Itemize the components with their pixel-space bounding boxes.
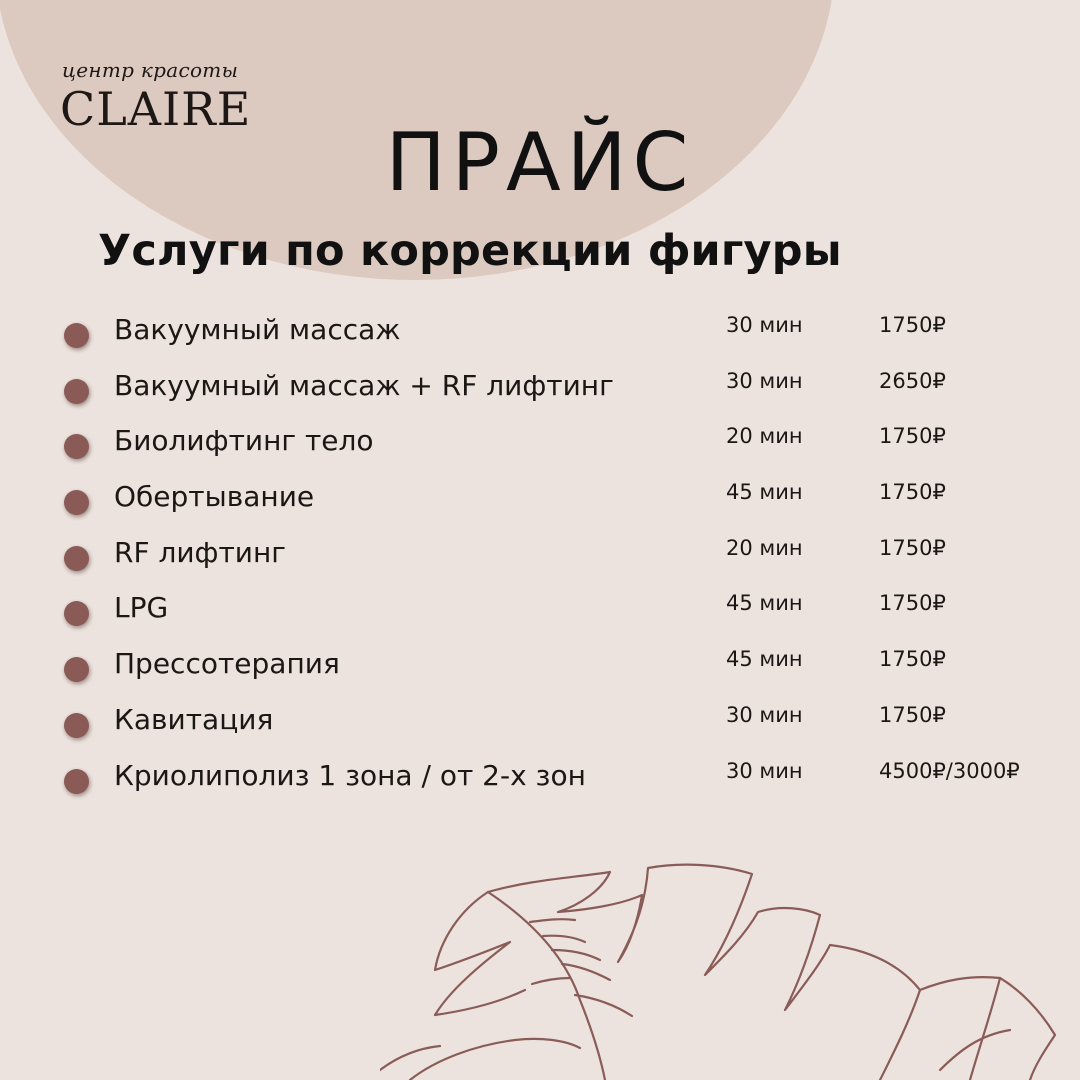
- bullet-icon: [64, 434, 89, 459]
- service-row: [64, 472, 1064, 528]
- section-title: Услуги по коррекции фигуры: [98, 226, 842, 276]
- service-price: 4500₽/3000₽: [879, 758, 1020, 783]
- service-price: 1750₽: [879, 535, 946, 560]
- service-row: [64, 583, 1064, 639]
- brand-name: CLAIRE: [60, 82, 252, 136]
- service-price: 1750₽: [879, 702, 946, 727]
- service-name: RF лифтинг: [114, 535, 287, 569]
- service-duration: 45 мин: [726, 480, 803, 505]
- monstera-leaf-icon: [380, 850, 1080, 1080]
- service-name: Вакуумный массаж + RF лифтинг: [114, 368, 614, 402]
- bullet-icon: [64, 769, 89, 794]
- brand-subtitle: центр красоты: [62, 58, 239, 82]
- service-name: Прессотерапия: [114, 647, 340, 681]
- service-row: [64, 361, 1064, 417]
- service-name: LPG: [114, 591, 169, 625]
- service-row: [64, 305, 1064, 361]
- service-duration: 30 мин: [726, 702, 803, 727]
- service-duration: 20 мин: [726, 535, 803, 560]
- service-price: 1750₽: [879, 647, 946, 672]
- bullet-icon: [64, 379, 89, 404]
- bullet-icon: [64, 546, 89, 571]
- service-row: [64, 751, 1064, 807]
- service-price: 1750₽: [879, 313, 946, 337]
- service-row: [64, 695, 1064, 751]
- service-name: Обертывание: [114, 480, 315, 514]
- service-duration: 30 мин: [726, 758, 803, 783]
- service-row: [64, 639, 1064, 695]
- service-duration: 30 мин: [726, 368, 803, 393]
- bullet-icon: [64, 323, 89, 348]
- service-duration: 45 мин: [726, 647, 803, 672]
- service-price: 2650₽: [879, 368, 946, 393]
- service-row: [64, 528, 1064, 584]
- bullet-icon: [64, 657, 89, 682]
- bullet-icon: [64, 490, 89, 515]
- service-duration: 20 мин: [726, 424, 803, 449]
- service-price: 1750₽: [879, 424, 946, 449]
- bullet-icon: [64, 601, 89, 626]
- service-name: Кавитация: [114, 702, 274, 736]
- service-row: [64, 416, 1064, 472]
- service-name: Биолифтинг тело: [114, 424, 374, 458]
- page-title: ПРАЙС: [385, 116, 695, 209]
- bullet-icon: [64, 713, 89, 738]
- service-name: Криолиполиз 1 зона / от 2-х зон: [114, 758, 586, 792]
- service-name: Вакуумный массаж: [114, 313, 401, 346]
- service-duration: 45 мин: [726, 591, 803, 616]
- service-duration: 30 мин: [726, 313, 803, 337]
- service-price: 1750₽: [879, 480, 946, 505]
- service-price: 1750₽: [879, 591, 946, 616]
- service-list: [64, 305, 1064, 806]
